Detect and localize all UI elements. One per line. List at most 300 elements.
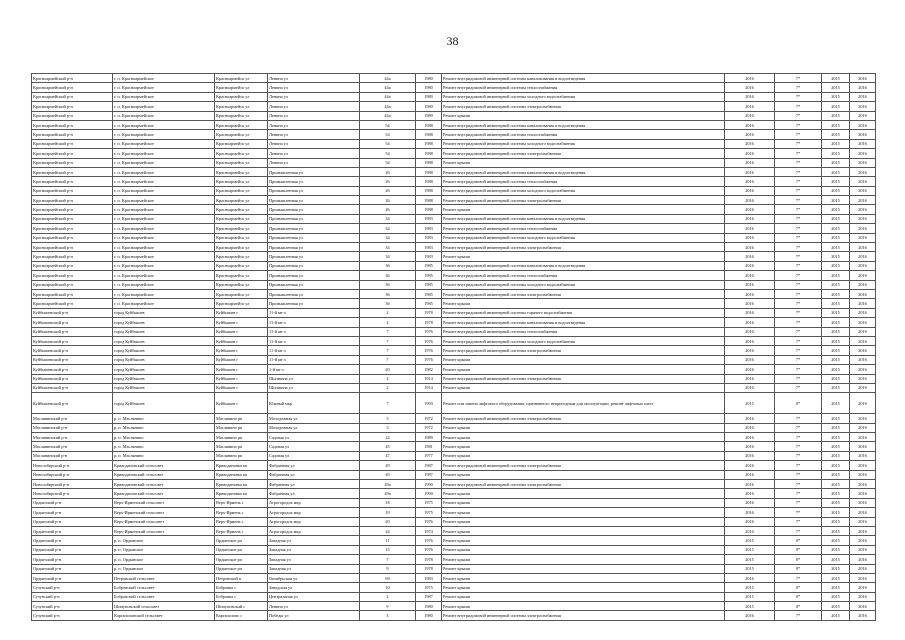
cell-note: 7* (775, 442, 822, 451)
cell-plan-year: 2016 (725, 336, 775, 345)
cell-work-type: Ремонт внутридомовой инженерной системы теплоснабжения (442, 177, 725, 186)
cell-district: Ордынский р-н (32, 555, 113, 564)
cell-locality: Криводановка кп (215, 489, 268, 498)
cell-work-type: Ремонт внутридомовой инженерной системы холодного водоснабжения (442, 186, 725, 195)
cell-work-type: Ремонт крыши (442, 111, 725, 120)
cell-house: 54 (360, 158, 416, 167)
cell-year-start: 2015 (822, 470, 850, 479)
cell-note: 7* (775, 374, 822, 383)
cell-settlement: г. п. Красноармейское (113, 120, 215, 129)
cell-street: Промышленная ул (268, 280, 360, 289)
cell-street: Ленина ул (268, 149, 360, 158)
cell-plan-year: 2015 (725, 564, 775, 573)
cell-district: Куйбышевский р-н (32, 355, 113, 364)
cell-year: 1989 (416, 433, 442, 442)
cell-house: 36 (360, 280, 416, 289)
cell-locality: Красноармейск ул (215, 233, 268, 242)
cell-locality: Криводановка кп (215, 470, 268, 479)
cell-settlement: г. п. Красноармейское (113, 177, 215, 186)
cell-street: Агрогородок мкр (268, 498, 360, 507)
cell-plan-year: 2016 (725, 224, 775, 233)
cell-plan-year: 2016 (725, 74, 775, 83)
table-row (32, 196, 876, 205)
cell-year: 1980 (416, 74, 442, 83)
cell-note: 7* (775, 423, 822, 432)
cell-work-type: Ремонт внутридомовой инженерной системы канализования и водоотведения (442, 74, 725, 83)
cell-street: Промышленная ул (268, 261, 360, 270)
cell-district: Красноармейский р-н (32, 130, 113, 139)
cell-year-start: 2015 (822, 564, 850, 573)
cell-note: 7* (775, 355, 822, 364)
cell-year-end: 2016 (850, 74, 876, 83)
cell-year-start: 2015 (822, 461, 850, 470)
cell-plan-year: 2016 (725, 261, 775, 270)
cell-year: 1983 (416, 214, 442, 223)
cell-district: Новосибирский р-н (32, 489, 113, 498)
cell-plan-year: 2016 (725, 149, 775, 158)
cell-locality: Красноармейск ул (215, 299, 268, 308)
cell-house: 54 (360, 130, 416, 139)
cell-note: 7* (775, 498, 822, 507)
cell-work-type: Ремонт крыши (442, 442, 725, 451)
cell-settlement: г. п. Красноармейское (113, 83, 215, 92)
cell-work-type: Ремонт крыши (442, 383, 725, 392)
cell-year-start: 2015 (822, 196, 850, 205)
table-row (32, 583, 876, 592)
cell-year: 1988 (416, 167, 442, 176)
cell-year-end: 2016 (850, 177, 876, 186)
cell-year: 1988 (416, 186, 442, 195)
cell-locality: Куйбышев г (215, 374, 268, 383)
cell-plan-year: 2016 (725, 158, 775, 167)
cell-year: 1982 (416, 365, 442, 374)
cell-work-type: Ремонт крыши (442, 526, 725, 535)
cell-work-type: Ремонт внутридомовой инженерной системы электроснабжения (442, 149, 725, 158)
cell-locality: Красноармейск ул (215, 214, 268, 223)
cell-year-end: 2016 (850, 271, 876, 280)
cell-settlement: Криводановский сельсовет (113, 489, 215, 498)
cell-year: 1993 (416, 393, 442, 414)
cell-street: Западная ул (268, 545, 360, 554)
cell-year-start: 2015 (822, 526, 850, 535)
cell-year: 1980 (416, 102, 442, 111)
cell-year-end: 2016 (850, 383, 876, 392)
cell-year-end: 2016 (850, 564, 876, 573)
cell-year-start: 2015 (822, 158, 850, 167)
cell-work-type: Ремонт крыши (442, 508, 725, 517)
cell-settlement: р. п. Ордынское (113, 555, 215, 564)
cell-settlement: г. п. Красноармейское (113, 224, 215, 233)
cell-settlement: город Куйбышев (113, 355, 215, 364)
cell-year-start: 2015 (822, 74, 850, 83)
cell-year: 1988 (416, 196, 442, 205)
cell-district: Ордынский р-н (32, 545, 113, 554)
cell-district: Красноармейский р-н (32, 261, 113, 270)
cell-settlement: Криводановский сельсовет (113, 480, 215, 489)
cell-year: 1985 (416, 271, 442, 280)
cell-settlement: город Куйбышев (113, 336, 215, 345)
cell-plan-year: 2016 (725, 461, 775, 470)
cell-year-end: 2016 (850, 592, 876, 601)
cell-district: Ордынский р-н (32, 526, 113, 535)
cell-year: 1975 (416, 583, 442, 592)
cell-work-type: Ремонт крыши (442, 252, 725, 261)
cell-work-type: Ремонт крыши (442, 423, 725, 432)
table-row (32, 280, 876, 289)
table-row (32, 611, 876, 620)
table-row (32, 393, 876, 414)
cell-note: 7* (775, 365, 822, 374)
cell-street: Промышленная ул (268, 177, 360, 186)
cell-district: Красноармейский р-н (32, 271, 113, 280)
cell-work-type: Ремонт внутридомовой инженерной системы горячего водоснабжения (442, 308, 725, 317)
cell-house: 2 (360, 318, 416, 327)
cell-house: 44а (360, 111, 416, 120)
cell-house: 2 (360, 383, 416, 392)
table-row (32, 602, 876, 611)
cell-plan-year: 2016 (725, 214, 775, 223)
cell-plan-year: 2016 (725, 83, 775, 92)
cell-street: Ленина ул (268, 111, 360, 120)
page-number: 38 (446, 34, 459, 48)
table-row (32, 365, 876, 374)
cell-note: 7* (775, 205, 822, 214)
cell-locality: Шипуновский с (215, 602, 268, 611)
cell-locality: Маслянино рп (215, 433, 268, 442)
cell-house: 36 (360, 271, 416, 280)
cell-locality: Красноармейск ул (215, 167, 268, 176)
table-row (32, 111, 876, 120)
cell-plan-year: 2015 (725, 592, 775, 601)
cell-street: Фабричная ул (268, 489, 360, 498)
cell-work-type: Ремонт крыши (442, 564, 725, 573)
cell-work-type: Ремонт крыши (442, 517, 725, 526)
cell-street: Ленина ул (268, 602, 360, 611)
table-row (32, 139, 876, 148)
cell-year: 1983 (416, 252, 442, 261)
cell-district: Красноармейский р-н (32, 186, 113, 195)
cell-plan-year: 2016 (725, 470, 775, 479)
cell-year-start: 2015 (822, 365, 850, 374)
cell-year-start: 2015 (822, 83, 850, 92)
cell-locality: Красноармейск ул (215, 271, 268, 280)
cell-year-start: 2015 (822, 186, 850, 195)
cell-district: Маслянинский р-н (32, 442, 113, 451)
cell-year: 1988 (416, 149, 442, 158)
cell-house: 49а (360, 489, 416, 498)
cell-settlement: р. п. Маслянино (113, 423, 215, 432)
cell-work-type: Ремонт внутридомовой инженерной системы электроснабжения (442, 480, 725, 489)
cell-year-end: 2016 (850, 196, 876, 205)
cell-district: Красноармейский р-н (32, 243, 113, 252)
cell-work-type: Ремонт крыши (442, 433, 725, 442)
cell-note: 8* (775, 592, 822, 601)
cell-year-start: 2015 (822, 120, 850, 129)
cell-street: Промышленная ул (268, 252, 360, 261)
cell-district: Красноармейский р-н (32, 74, 113, 83)
cell-work-type: Ремонт крыши (442, 205, 725, 214)
cell-plan-year: 2016 (725, 327, 775, 336)
cell-house: 49 (360, 461, 416, 470)
cell-year-end: 2016 (850, 111, 876, 120)
cell-year: 1978 (416, 318, 442, 327)
cell-house: 34 (360, 224, 416, 233)
cell-street: Молодежная ул (268, 414, 360, 423)
cell-street: Центральная ул (268, 592, 360, 601)
cell-work-type: Ремонт внутридомовой инженерной системы электроснабжения (442, 461, 725, 470)
cell-settlement: город Куйбышев (113, 365, 215, 374)
cell-locality: Маслянино рп (215, 414, 268, 423)
cell-house: 54 (360, 139, 416, 148)
cell-year-end: 2016 (850, 233, 876, 242)
cell-note: 8* (775, 555, 822, 564)
cell-note: 7* (775, 318, 822, 327)
cell-house: 44а (360, 83, 416, 92)
cell-locality: Красноармейск ул (215, 243, 268, 252)
cell-street: Промышленная ул (268, 186, 360, 195)
cell-street: Агрогородок мкр (268, 508, 360, 517)
cell-street: 11-й кв-л (268, 355, 360, 364)
cell-district: Красноармейский р-н (32, 102, 113, 111)
table-row (32, 545, 876, 554)
table-row (32, 423, 876, 432)
table-row (32, 336, 876, 345)
cell-year-end: 2016 (850, 583, 876, 592)
cell-street: Западная ул (268, 536, 360, 545)
cell-district: Маслянинский р-н (32, 433, 113, 442)
cell-district: Красноармейский р-н (32, 280, 113, 289)
cell-work-type: Ремонт крыши (442, 355, 725, 364)
cell-year: 1983 (416, 224, 442, 233)
cell-work-type: Ремонт внутридомовой инженерной системы электроснабжения (442, 414, 725, 423)
cell-year: 1985 (416, 280, 442, 289)
cell-note: 7* (775, 470, 822, 479)
cell-year: 1990 (416, 489, 442, 498)
cell-locality: Красноармейск ул (215, 196, 268, 205)
cell-locality: Красноармейск ул (215, 149, 268, 158)
cell-house: 34 (360, 214, 416, 223)
cell-plan-year: 2016 (725, 130, 775, 139)
cell-year: 1976 (416, 336, 442, 345)
cell-year: 1976 (416, 327, 442, 336)
cell-house: 2 (360, 592, 416, 601)
cell-house: 36 (360, 289, 416, 298)
cell-house: 26 (360, 196, 416, 205)
cell-note: 7* (775, 130, 822, 139)
cell-year-end: 2016 (850, 393, 876, 414)
cell-work-type: Ремонт крыши (442, 536, 725, 545)
cell-street: Победы ул (268, 611, 360, 620)
cell-year-start: 2015 (822, 611, 850, 620)
cell-plan-year: 2016 (725, 243, 775, 252)
cell-street: Агрогородок мкр (268, 526, 360, 535)
table-row (32, 252, 876, 261)
cell-year: 1988 (416, 205, 442, 214)
cell-note: 7* (775, 167, 822, 176)
cell-street: Садовая ул (268, 433, 360, 442)
cell-locality: Красноармейск ул (215, 92, 268, 101)
cell-year-end: 2016 (850, 526, 876, 535)
cell-house: 45 (360, 442, 416, 451)
cell-settlement: город Куйбышев (113, 346, 215, 355)
cell-street: 11-й кв-л (268, 318, 360, 327)
cell-locality: Верх-Ирмень с (215, 517, 268, 526)
cell-settlement: р. п. Ордынское (113, 564, 215, 573)
cell-year: 1990 (416, 480, 442, 489)
cell-street: Шилишна ул (268, 383, 360, 392)
cell-settlement: Верх-Ирменский сельсовет (113, 508, 215, 517)
cell-year: 1975 (416, 498, 442, 507)
cell-district: Куйбышевский р-н (32, 383, 113, 392)
cell-year: 1981 (416, 442, 442, 451)
cell-house: 7 (360, 355, 416, 364)
cell-house: 2 (360, 374, 416, 383)
cell-work-type: Ремонт внутридомовой инженерной системы электроснабжения (442, 102, 725, 111)
cell-street: Ленина ул (268, 83, 360, 92)
cell-year: 1974 (416, 526, 442, 535)
cell-locality: Ордынское рп (215, 564, 268, 573)
cell-street: Фабричная ул (268, 470, 360, 479)
cell-settlement: р. п. Маслянино (113, 451, 215, 460)
cell-note: 7* (775, 261, 822, 270)
cell-settlement: г. п. Красноармейское (113, 252, 215, 261)
cell-note: 8* (775, 545, 822, 554)
cell-work-type: Ремонт внутридомовой инженерной системы холодного водоснабжения (442, 336, 725, 345)
cell-year: 1988 (416, 120, 442, 129)
cell-year-start: 2015 (822, 498, 850, 507)
cell-locality: Ордынское рп (215, 545, 268, 554)
cell-work-type: Ремонт внутридомовой инженерной системы канализования и водоотведения (442, 261, 725, 270)
cell-settlement: р. п. Ордынское (113, 536, 215, 545)
cell-work-type: Ремонт внутридомовой инженерной системы канализования и водоотведения (442, 318, 725, 327)
cell-district: Куйбышевский р-н (32, 365, 113, 374)
cell-street: Октябрьская ул (268, 573, 360, 582)
cell-year-start: 2015 (822, 489, 850, 498)
cell-year-end: 2016 (850, 573, 876, 582)
cell-year: 1976 (416, 355, 442, 364)
cell-locality: Криводановка кп (215, 480, 268, 489)
cell-work-type: Ремонт крыши (442, 158, 725, 167)
cell-district: Куйбышевский р-н (32, 318, 113, 327)
cell-settlement: Верх-Ирменский сельсовет (113, 498, 215, 507)
cell-house: 11 (360, 536, 416, 545)
cell-locality: Каргаполово с (215, 611, 268, 620)
cell-district: Красноармейский р-н (32, 177, 113, 186)
cell-work-type: Ремонт внутридомовой инженерной системы электроснабжения (442, 196, 725, 205)
cell-note: 7* (775, 433, 822, 442)
cell-note: 7* (775, 480, 822, 489)
cell-settlement: г. п. Красноармейское (113, 280, 215, 289)
cell-work-type: Ремонт внутридомовой инженерной системы канализования и водоотведения (442, 167, 725, 176)
cell-year-start: 2015 (822, 318, 850, 327)
cell-work-type: Ремонт внутридомовой инженерной системы холодного водоснабжения (442, 92, 725, 101)
cell-note: 7* (775, 111, 822, 120)
table-row (32, 346, 876, 355)
table-row (32, 130, 876, 139)
cell-settlement: город Куйбышев (113, 308, 215, 317)
table-row (32, 592, 876, 601)
cell-note: 7* (775, 158, 822, 167)
cell-plan-year: 2016 (725, 517, 775, 526)
cell-locality: Красноармейск ул (215, 252, 268, 261)
cell-settlement: г. п. Красноармейское (113, 158, 215, 167)
cell-year-start: 2015 (822, 289, 850, 298)
cell-street: Фабричная ул (268, 461, 360, 470)
cell-locality: Бобровка с (215, 592, 268, 601)
cell-settlement: Верх-Ирменский сельсовет (113, 517, 215, 526)
cell-year-end: 2016 (850, 508, 876, 517)
cell-district: Ордынский р-н (32, 573, 113, 582)
cell-plan-year: 2016 (725, 289, 775, 298)
cell-note: 7* (775, 336, 822, 345)
cell-house: 20 (360, 365, 416, 374)
cell-locality: Куйбышев г (215, 355, 268, 364)
cell-house: 26 (360, 177, 416, 186)
cell-locality: Красноармейск ул (215, 261, 268, 270)
cell-district: Куйбышевский р-н (32, 374, 113, 383)
cell-note: 8* (775, 536, 822, 545)
cell-year: 1988 (416, 177, 442, 186)
cell-year-start: 2015 (822, 480, 850, 489)
cell-note: 7* (775, 414, 822, 423)
cell-year-start: 2015 (822, 583, 850, 592)
table-row (32, 177, 876, 186)
cell-district: Красноармейский р-н (32, 149, 113, 158)
cell-street: Ленина ул (268, 130, 360, 139)
cell-settlement: г. п. Красноармейское (113, 233, 215, 242)
cell-plan-year: 2015 (725, 545, 775, 554)
cell-district: Куйбышевский р-н (32, 393, 113, 414)
cell-district: Новосибирский р-н (32, 470, 113, 479)
cell-settlement: Криводановский сельсовет (113, 470, 215, 479)
cell-locality: Красноармейск ул (215, 186, 268, 195)
cell-note: 7* (775, 611, 822, 620)
cell-work-type: Ремонт крыши (442, 489, 725, 498)
cell-street: Ленина ул (268, 158, 360, 167)
cell-year-start: 2015 (822, 346, 850, 355)
cell-note: 7* (775, 196, 822, 205)
cell-house: 19 (360, 508, 416, 517)
cell-street: 11-й кв-л (268, 346, 360, 355)
cell-settlement: р. п. Маслянино (113, 414, 215, 423)
cell-year-end: 2016 (850, 442, 876, 451)
table-row (32, 498, 876, 507)
cell-district: Красноармейский р-н (32, 120, 113, 129)
cell-work-type: Ремонт внутридомовой инженерной системы электроснабжения (442, 374, 725, 383)
cell-settlement: город Куйбышев (113, 374, 215, 383)
cell-house: 26 (360, 167, 416, 176)
cell-house: 9 (360, 602, 416, 611)
cell-work-type: Ремонт крыши (442, 299, 725, 308)
cell-plan-year: 2016 (725, 167, 775, 176)
cell-year-end: 2016 (850, 470, 876, 479)
cell-street: Промышленная ул (268, 299, 360, 308)
table-row (32, 149, 876, 158)
cell-note: 7* (775, 243, 822, 252)
cell-note: 7* (775, 383, 822, 392)
cell-district: Сузунский р-н (32, 611, 113, 620)
cell-plan-year: 2016 (725, 111, 775, 120)
cell-locality: Бобровка с (215, 583, 268, 592)
cell-street: 11-й кв-л (268, 308, 360, 317)
cell-year-end: 2016 (850, 461, 876, 470)
cell-year-end: 2016 (850, 346, 876, 355)
cell-street: Промышленная ул (268, 214, 360, 223)
cell-note: 7* (775, 461, 822, 470)
cell-street: Южный мкр (268, 393, 360, 414)
table-row (32, 158, 876, 167)
cell-work-type: Ремонт внутридомовой инженерной системы теплоснабжения (442, 224, 725, 233)
